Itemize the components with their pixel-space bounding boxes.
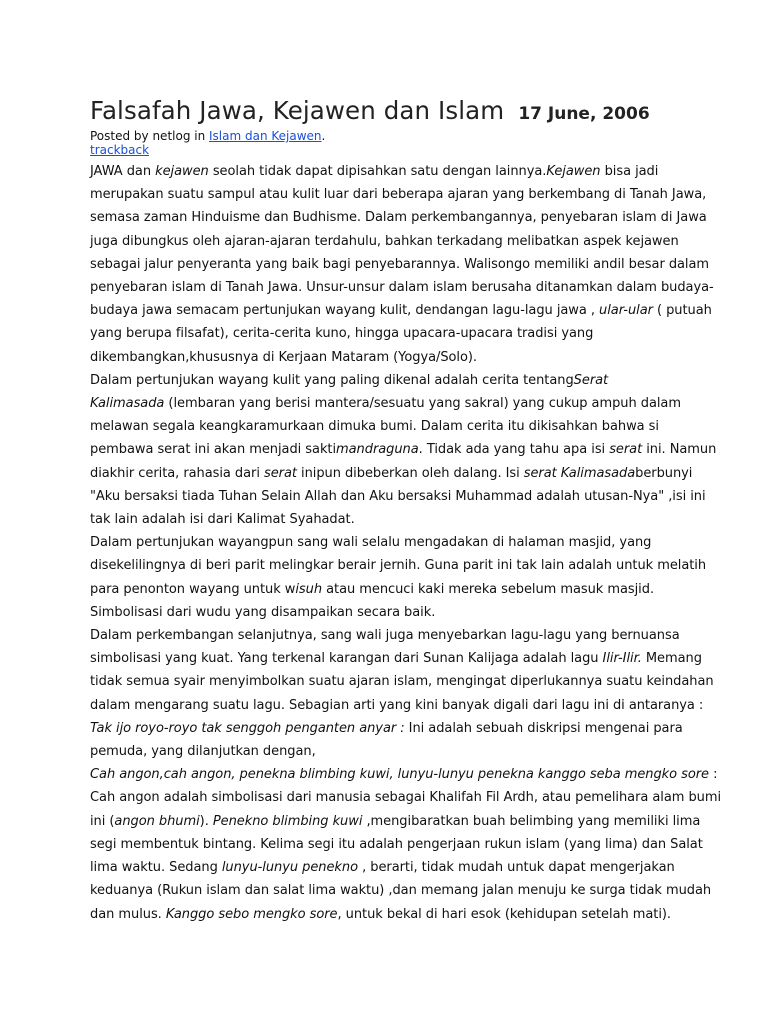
italic-text: Ilir-Ilir. xyxy=(602,651,642,667)
text-run: Ini adalah sebuah diskripsi mengenai para xyxy=(404,720,683,736)
posted-by-suffix: . xyxy=(321,129,326,143)
italic-text: mandraguna xyxy=(336,442,419,458)
text-run: ). xyxy=(199,813,213,829)
text-line xyxy=(90,462,693,485)
text-run: , berarti, tidak mudah untuk dapat mengerjakan xyxy=(358,860,675,876)
text-line xyxy=(90,485,706,508)
text-run: disekelilingnya di beri parit melingkar berair jernih. Guna parit ini tak lain adalah untuk melatih xyxy=(90,558,707,574)
text-run: juga dibungkus oleh ajaran-ajaran terdahulu, bahkan terkadang melibatkan aspek kejawen xyxy=(90,233,679,249)
text-line xyxy=(90,810,701,833)
italic-text: Penekno blimbing kuwi xyxy=(212,813,363,829)
text-run: dikembangkan,khususnya di Kerjaan Mataram (Yogya/Solo). xyxy=(90,349,478,365)
text-line xyxy=(90,415,682,438)
italic-text: Cah angon,cah angon, penekna blimbing kuwi, lunyu-lunyu penekna kanggo seba mengko sore xyxy=(90,767,710,783)
text-run: tak lain adalah isi dari Kalimat Syahadat. xyxy=(90,512,355,528)
article-paragraph xyxy=(90,531,707,624)
text-run: "Aku bersaksi tiada Tuhan Selain Allah dan Aku bersaksi Muhammad adalah utusan-Nya" ,isi ini xyxy=(90,488,706,504)
text-line xyxy=(90,346,682,369)
italic-text: angon bhumi xyxy=(114,813,200,829)
italic-text: kejawen xyxy=(155,164,209,179)
text-line xyxy=(90,160,682,183)
text-line xyxy=(90,717,682,740)
text-line xyxy=(90,624,682,647)
text-run: . Tidak ada yang tahu apa isi xyxy=(418,442,610,458)
text-run: ( putuah xyxy=(652,303,712,319)
text-run: pemuda, yang dilanjutkan dengan, xyxy=(90,744,316,760)
post-title: Falsafah Jawa, Kejawen dan Islam xyxy=(90,96,505,125)
text-line xyxy=(90,740,682,763)
text-line xyxy=(90,903,682,926)
text-run: dalam mengarang suatu lagu. Sebagian arti yang kini banyak digali dari lagu ini di antaranya : xyxy=(90,697,704,713)
text-line xyxy=(90,879,712,902)
italic-text: Kejawen xyxy=(546,164,601,179)
italic-text: serat Kalimasada xyxy=(523,465,636,481)
text-run: Simbolisasi dari wudu yang disampaikan secara baik. xyxy=(90,604,436,620)
text-run: melawan segala keangkaramurkaan dimuka bumi. Dalam cerita itu dikisahkan bahwa si xyxy=(90,419,659,435)
article xyxy=(90,92,722,926)
text-line xyxy=(90,322,682,345)
category-link[interactable]: Islam dan Kejawen xyxy=(209,129,322,143)
text-line xyxy=(90,694,704,717)
text-run: segi membentuk bintang. Kelima segi itu adalah pengerjaan rukun islam (yang lima) dan Salat xyxy=(90,836,703,852)
text-run: bisa jadi xyxy=(600,164,659,179)
italic-text: Tak ijo royo-royo tak senggoh penganten anyar : xyxy=(90,720,405,736)
text-run: semasa zaman Hinduisme dan Budhisme. Dalam perkembangannya, penyebaran islam di Jawa xyxy=(90,210,707,226)
text-line xyxy=(90,438,717,461)
article-paragraph xyxy=(90,160,714,369)
italic-text: Kanggo sebo mengko sore xyxy=(165,906,338,922)
text-run: simbolisasi yang kuat. Yang terkenal karangan dari Sunan Kalijaga adalah lagu xyxy=(90,651,603,667)
text-line xyxy=(90,856,682,879)
text-run: tidak semua syair menyimbolkan suatu ajaran islam, mengingat diperlukannya suatu keindahan xyxy=(90,674,714,690)
text-run: : xyxy=(709,767,718,783)
text-run: lima waktu. Sedang xyxy=(90,860,222,876)
post-meta xyxy=(90,129,682,143)
text-line xyxy=(90,647,702,670)
trackback-link[interactable]: trackback xyxy=(90,143,150,157)
text-line xyxy=(90,531,682,554)
text-line xyxy=(90,183,707,206)
posted-by-text: Posted by netlog in xyxy=(90,129,210,143)
text-line xyxy=(90,230,682,253)
text-run: berbunyi xyxy=(635,465,693,481)
article-paragraph xyxy=(90,624,714,763)
text-run: diakhir cerita, rahasia dari xyxy=(90,465,264,481)
text-run: ,mengibaratkan buah belimbing yang memiliki lima xyxy=(362,813,701,829)
italic-text: Serat xyxy=(573,372,609,388)
text-line xyxy=(90,206,707,229)
text-run: pembawa serat ini akan menjadi sakti xyxy=(90,442,337,458)
text-run: Cah angon adalah simbolisasi dari manusia sebagai Khalifah Fil Ardh, atau pemelihara alam bumi xyxy=(90,790,722,806)
post-date: 17 June, 2006 xyxy=(518,104,650,124)
text-run: (lembaran yang berisi mantera/sesuatu yang sakral) yang cukup ampuh dalam xyxy=(164,396,681,412)
text-line xyxy=(90,392,682,415)
text-run: ini ( xyxy=(90,813,115,829)
text-line xyxy=(90,554,707,577)
text-run: ini. Namun xyxy=(642,442,717,458)
italic-text: lunyu-lunyu penekno xyxy=(221,860,358,876)
text-line xyxy=(90,763,718,786)
text-line xyxy=(90,253,710,276)
text-run: seolah tidak dapat dipisahkan satu dengan lainnya. xyxy=(208,164,547,179)
text-run: Memang xyxy=(641,651,702,667)
text-line xyxy=(90,578,682,601)
text-run: penyebaran islam di Tanah Jawa. Unsur-unsur dalam islam berusaha ditanamkan dalam budaya- xyxy=(90,280,714,296)
text-run: Dalam perkembangan selanjutnya, sang wali juga menyebarkan lagu-lagu yang bernuansa xyxy=(90,628,680,644)
text-line xyxy=(90,369,682,392)
text-line xyxy=(90,833,703,856)
text-run: inipun dibeberkan oleh dalang. Isi xyxy=(296,465,524,481)
text-run: sebagai jalur penyeranta yang baik bagi penyebarannya. Walisongo memiliki andil besar dalam xyxy=(90,256,710,272)
text-line xyxy=(90,601,682,624)
text-line xyxy=(90,786,722,809)
text-line xyxy=(90,670,714,693)
italic-text: serat xyxy=(609,442,643,458)
article-paragraph xyxy=(90,763,722,925)
italic-text: serat xyxy=(263,465,297,481)
text-run: , untuk bekal di hari esok (kehidupan setelah mati). xyxy=(337,906,672,922)
text-run: para penonton wayang untuk w xyxy=(90,581,296,597)
text-run: budaya jawa semacam pertunjukan wayang kulit, dendangan lagu-lagu jawa , xyxy=(90,303,600,319)
text-run: atau mencuci kaki mereka sebelum masuk masjid. xyxy=(322,581,655,597)
article-body xyxy=(90,160,722,926)
text-run: keduanya (Rukun islam dan salat lima waktu) ,dan memang jalan menuju ke surga tidak mudah xyxy=(90,883,712,899)
italic-text: Kalimasada xyxy=(90,396,165,412)
text-run: Dalam pertunjukan wayang kulit yang paling dikenal adalah cerita tentang xyxy=(90,372,574,388)
text-run: yang berupa filsafat), cerita-cerita kuno, hingga upacara-upacara tradisi yang xyxy=(90,326,594,342)
text-run: Dalam pertunjukan wayangpun sang wali selalu mengadakan di halaman masjid, yang xyxy=(90,535,652,551)
text-line xyxy=(90,299,712,322)
italic-text: ular-ular xyxy=(599,303,653,319)
text-run: JAWA dan xyxy=(90,164,156,179)
text-line xyxy=(90,276,714,299)
text-run: dan mulus. xyxy=(90,906,166,922)
article-paragraph xyxy=(90,369,717,531)
text-line xyxy=(90,508,682,531)
italic-text: isuh xyxy=(295,581,323,597)
post-heading xyxy=(90,92,682,130)
text-run: merupakan suatu sampul atau kulit luar dari beberapa ajaran yang berkembang di Tanah Jawa, xyxy=(90,187,707,203)
